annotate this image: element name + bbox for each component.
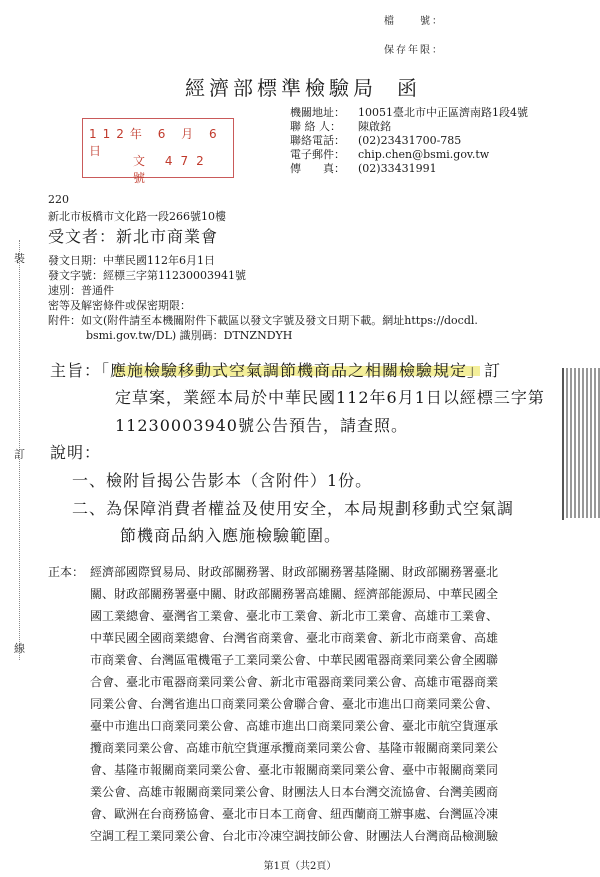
copies-label: 正本： [48, 565, 85, 579]
attachment-line-2: bsmi.gov.tw/DL) 識別碼：DTNZNDYH [86, 329, 293, 342]
copies-line: 國工業總會、臺灣省工業會、臺北市工業會、新北市工業會、高雄市工業會、 [90, 609, 499, 623]
stamp-number: 文 472 號 [133, 154, 212, 185]
copies-line: 合會、臺北市電器商業同業公會、新北市電器商業同業公會、高雄市電器商業 [90, 675, 499, 689]
speed-class: 速別：普通件 [48, 284, 114, 297]
fax-value: (02)33431991 [358, 162, 437, 175]
retention-period-label: 保存年限： [384, 45, 444, 56]
send-number: 發文字號：經標三字第11230003941號 [48, 269, 246, 282]
copies-line: 業公會、高雄市報關商業同業公會、財團法人日本台灣交流協會、台灣美國商 [90, 785, 499, 799]
subject-line-1: 主旨：「應施檢驗移動式空氣調節機商品之相關檢驗規定」訂 [50, 361, 502, 380]
document-type: 函 [397, 76, 421, 100]
send-date: 發文日期：中華民國112年6月1日 [48, 254, 215, 267]
phone-label: 聯絡電話： [290, 134, 345, 147]
copies-line: 同業公會、台灣省進出口商業同業公會聯合會、臺北市進出口商業同業公會、 [90, 697, 499, 711]
seal-border [562, 368, 564, 520]
binding-mark-ding: 訂 [14, 448, 25, 461]
email-value: chip.chen@bsmi.gov.tw [358, 148, 490, 161]
copies-line: 攬商業同業公會、高雄市航空貨運承攬商業同業公會、基隆市報關商業同業公 [90, 741, 499, 755]
person-value: 陳啟銘 [358, 120, 391, 133]
stamp-date: 112年 6 月 6 日 [89, 127, 223, 158]
explanation-item-1: 一、檢附旨揭公告影本（含附件）1份。 [72, 471, 373, 490]
explanation-item-2-line-2: 節機商品納入應施檢驗範圍。 [120, 526, 342, 545]
email-label: 電子郵件： [290, 148, 345, 161]
recipient-name: 受文者：新北市商業會 [48, 227, 219, 246]
person-label: 聯 絡 人： [290, 120, 341, 133]
official-seal-strip [566, 368, 600, 518]
secrecy-level: 密等及解密條件或保密期限： [48, 299, 191, 312]
postal-code: 220 [48, 193, 69, 206]
fax-label: 傳 真： [290, 162, 345, 175]
attachment-line-1: 附件：如文(附件請至本機關附件下載區以發文字號及發文日期下載。網址https://docdl. [48, 314, 478, 327]
copies-line: 中華民國全國商業總會、台灣省商業會、臺北市商業會、新北市商業會、高雄 [90, 631, 499, 645]
agency-name: 經濟部標準檢驗局 [185, 76, 377, 100]
archive-number-label: 檔 號： [384, 16, 444, 27]
binding-mark-zhuang: 裝 [14, 252, 25, 265]
copies-line: 臺中市進出口商業同業公會、高雄市進出口商業同業公會、臺北市航空貨運承 [90, 719, 499, 733]
phone-value: (02)23431700-785 [358, 134, 462, 147]
explanation-heading: 說明： [50, 443, 102, 462]
copies-line: 會、歐洲在台商務協會、臺北市日本工商會、紐西蘭商工辦事處、台灣區冷凍 [90, 807, 499, 821]
binding-mark-xian: 線 [14, 642, 25, 655]
copies-line: 會、基隆市報關商業同業公會、臺北市報關商業同業公會、臺中市報關商業同 [90, 763, 499, 777]
copies-line: 關、財政部關務署臺中關、財政部關務署高雄關、經濟部能源局、中華民國全 [90, 587, 499, 601]
contact-fax-row [290, 160, 437, 176]
page-number: 第1頁（共2頁） [263, 861, 337, 872]
subject-line-2: 定草案，業經本局於中華民國112年6月1日以經標三字第 [115, 388, 545, 407]
explanation-item-2-line-1: 二、為保障消費者權益及使用安全，本局規劃移動式空氣調 [72, 499, 515, 518]
copies-line: 空調工程工業同業公會、台北市冷凍空調技師公會、財團法人台灣商品檢測驗 [90, 829, 499, 843]
received-stamp [82, 118, 234, 185]
document-title [185, 72, 421, 101]
subject-line-3: 11230003940號公告預告，請查照。 [115, 416, 408, 435]
address-value: 10051臺北市中正區濟南路1段4號 [358, 106, 528, 119]
address-label: 機關地址： [290, 106, 345, 119]
copies-line: 經濟部國際貿易局、財政部關務署、財政部關務署基隆關、財政部關務署臺北 [90, 565, 499, 579]
copies-line: 市商業會、台灣區電機電子工業同業公會、中華民國電器商業同業公會全國聯 [90, 653, 499, 667]
recipient-address: 新北市板橋市文化路一段266號10樓 [48, 210, 226, 223]
